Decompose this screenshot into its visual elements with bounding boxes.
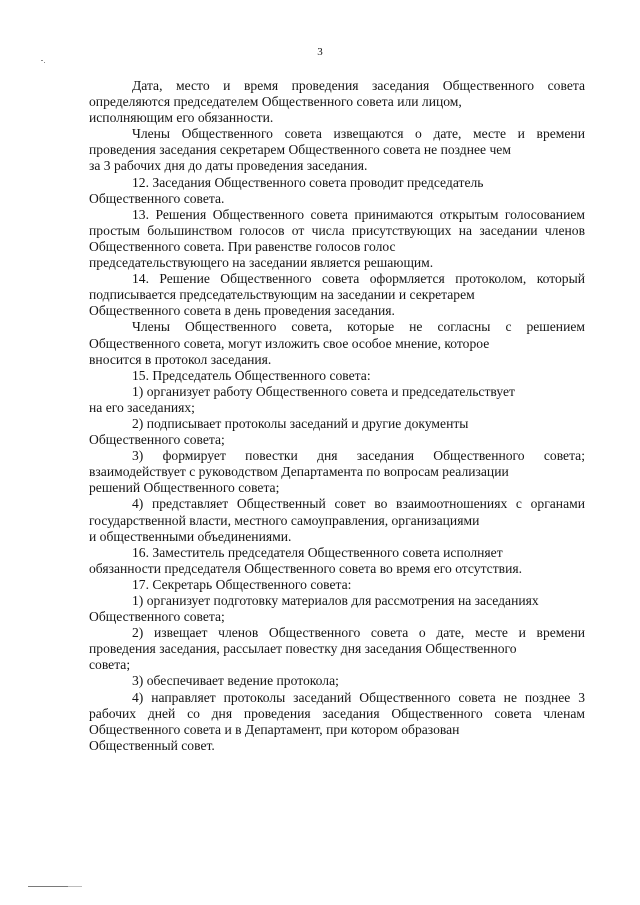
paragraph-15-item-2: 2) подписывает протоколы заседаний и другие документы Общественного совета; bbox=[89, 415, 469, 448]
footer-line bbox=[28, 886, 68, 887]
page-number: 3 bbox=[317, 46, 323, 58]
paragraph-17-item-4: 4) направляет протоколы заседаний Общественного совета не позднее 3 рабочих дней со дня проведения заседания Общественного совета членам Общественного совета и в Департамент, при котором образован Общественный совет. bbox=[89, 689, 585, 753]
footer-line-faint bbox=[68, 886, 82, 887]
paragraph-17-item-1: 1) организует подготовку материалов для рассмотрения на заседаниях Общественного совета; bbox=[89, 593, 539, 625]
paragraph-17-item-2: 2) извещает членов Общественного совета о дате, месте и времени проведения заседания, рассылает повестку дня заседания Общественного совета; bbox=[89, 625, 585, 673]
paragraph-15-item-4: 4) представляет Общественный совет во взаимоотношениях с органами государственной власти, местного самоуправления, организациями и общественными объединениями. bbox=[89, 496, 585, 544]
paragraph-13: 13. Решения Общественного совета принимаются открытым голосованием простым большинством голосов от числа присутствующих на заседании членов Общественного совета. При равенстве голосов голос председательствующего на заседании является решающим. bbox=[89, 206, 585, 271]
document-body bbox=[89, 78, 585, 754]
paragraph-member-notification: Члены Общественного совета извещаются о дате, месте и времени проведения заседания секретарем Общественного совета не позднее чем за 3 рабочих дня до даты проведения заседания. bbox=[89, 126, 585, 174]
scan-artifact bbox=[44, 62, 45, 63]
scan-artifact bbox=[41, 60, 43, 61]
paragraph-15-item-1: 1) организует работу Общественного совета и председательствует на его заседаниях; bbox=[89, 383, 515, 415]
paragraph-14: 14. Решение Общественного совета оформляется протоколом, который подписывается председательствующим на заседании и секретарем Общественного совета в день проведения заседания. bbox=[89, 271, 585, 319]
paragraph-17-item-3: 3) обеспечивает ведение протокола; bbox=[132, 673, 339, 689]
paragraph-17-heading: 17. Секретарь Общественного совета: bbox=[132, 576, 352, 592]
paragraph-meeting-date: Дата, место и время проведения заседания Общественного совета определяются председателем Общественного совета или лицом, исполняющим его обязанности. bbox=[89, 78, 585, 126]
paragraph-15-heading: 15. Председатель Общественного совета: bbox=[132, 367, 371, 383]
paragraph-15-item-3: 3) формирует повестки дня заседания Общественного совета; взаимодействует с руководством Департамента по вопросам реализации решений Общественного совета; bbox=[89, 448, 585, 496]
paragraph-12: 12. Заседания Общественного совета проводит председатель Общественного совета. bbox=[89, 174, 484, 206]
paragraph-dissenting-opinion: Члены Общественного совета, которые не согласны с решением Общественного совета, могут изложить свое особое мнение, которое вносится в протокол заседания. bbox=[89, 319, 585, 367]
paragraph-16: 16. Заместитель председателя Общественного совета исполняет обязанности председателя Общественного совета во время его отсутствия. bbox=[89, 544, 522, 576]
